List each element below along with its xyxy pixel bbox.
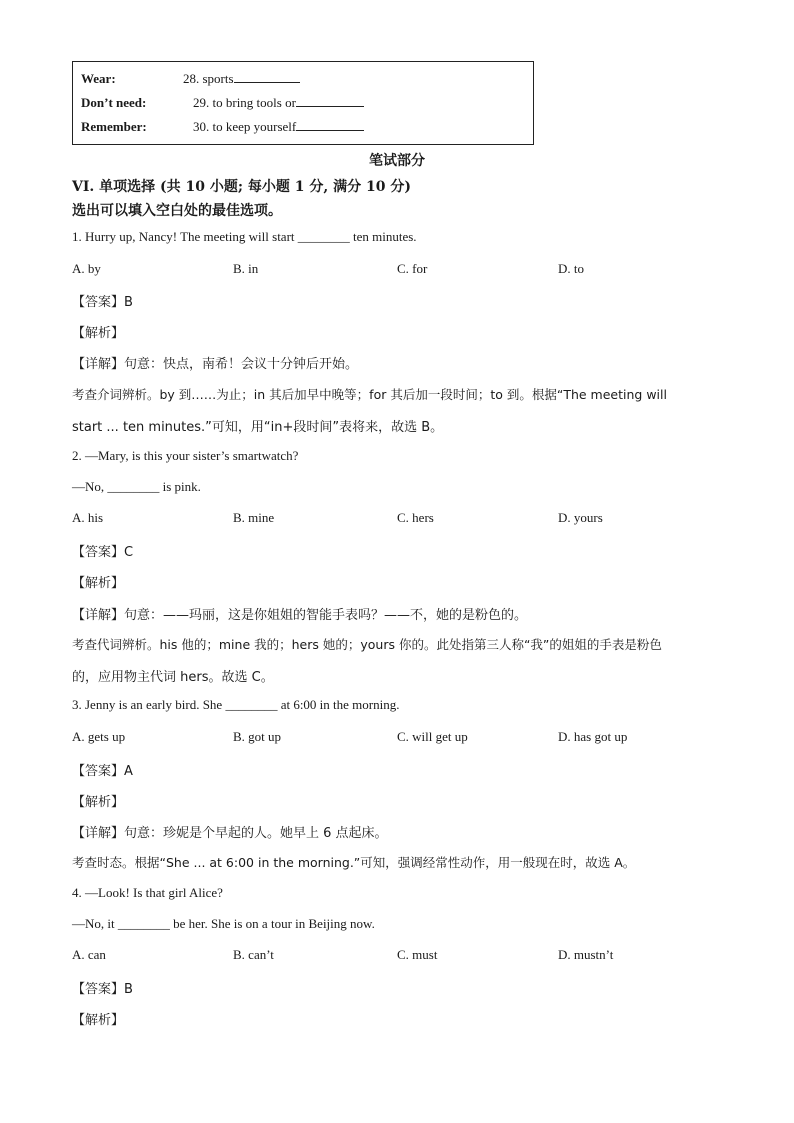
- detail-line: 考查时态。根据“She ... at 6:00 in the morning.”可知，强调经常性动作，用一般现在时，故选 A。: [72, 855, 636, 870]
- option-a: A. his: [72, 510, 104, 525]
- option-a: A. gets up: [72, 729, 126, 744]
- detail-line: 考查介词辨析。by 到……为止；in 其后加早中晚等；for 其后加一段时间；to 到。根据“The meeting will: [72, 387, 667, 402]
- section-heading: VI. 单项选择 (共 10 小题; 每小题 1 分, 满分 10 分): [72, 179, 412, 195]
- analysis-label: 【解析】: [72, 1013, 125, 1028]
- analysis-label: 【解析】: [72, 576, 125, 591]
- question-stem: 2. —Mary, is this your sister’s smartwatch?: [72, 448, 299, 463]
- option-b: B. got up: [233, 729, 282, 744]
- detail-line: start ... ten minutes.”可知，用“in+段时间”表将来，故选 B。: [72, 420, 444, 435]
- option-c: C. will get up: [397, 729, 468, 744]
- answer-line: 【答案】B: [72, 295, 133, 310]
- option-a: A. can: [72, 947, 106, 962]
- row-label: Wear:: [81, 71, 116, 86]
- row-text: 30. to keep yourself: [193, 119, 297, 134]
- question-stem: —No, ________ is pink.: [72, 479, 201, 494]
- detail-line: 的，应用物主代词 hers。故选 C。: [72, 670, 274, 685]
- info-table: [72, 61, 534, 145]
- option-b: B. mine: [233, 510, 275, 525]
- question-stem: 4. —Look! Is that girl Alice?: [72, 885, 223, 900]
- option-c: C. for: [397, 261, 428, 276]
- answer-blank: [234, 70, 300, 83]
- section-title-wrap: [0, 150, 794, 170]
- option-b: B. can’t: [233, 947, 274, 962]
- analysis-label: 【解析】: [72, 326, 125, 341]
- row-text: 29. to bring tools or: [193, 95, 296, 110]
- detail-line: 【详解】句意：珍妮是个早起的人。她早上 6 点起床。: [72, 826, 388, 841]
- option-d: D. to: [558, 261, 584, 276]
- option-c: C. hers: [397, 510, 434, 525]
- section-title: 笔试部分: [369, 153, 425, 169]
- question-stem: 3. Jenny is an early bird. She ________ at 6:00 in the morning.: [72, 697, 400, 712]
- option-d: D. yours: [558, 510, 603, 525]
- detail-line: 【详解】句意：快点，南希！会议十分钟后开始。: [72, 357, 359, 372]
- detail-line: 【详解】句意：——玛丽，这是你姐姐的智能手表吗？——不，她的是粉色的。: [72, 608, 528, 623]
- section-instruction: 选出可以填入空白处的最佳选项。: [72, 203, 282, 219]
- option-d: D. mustn’t: [558, 947, 614, 962]
- answer-line: 【答案】B: [72, 982, 133, 997]
- option-d: D. has got up: [558, 729, 628, 744]
- answer-blank: [296, 118, 364, 131]
- detail-line: 考查代词辨析。his 他的；mine 我的；hers 她的；yours 你的。此处指第三人称“我”的姐姐的手表是粉色: [72, 637, 662, 652]
- row-label: Remember:: [81, 119, 147, 134]
- option-a: A. by: [72, 261, 101, 276]
- row-label: Don’t need:: [81, 95, 147, 110]
- answer-line: 【答案】C: [72, 545, 134, 560]
- question-stem: 1. Hurry up, Nancy! The meeting will start ________ ten minutes.: [72, 229, 417, 244]
- answer-blank: [296, 94, 364, 107]
- analysis-label: 【解析】: [72, 795, 125, 810]
- option-c: C. must: [397, 947, 438, 962]
- option-b: B. in: [233, 261, 259, 276]
- row-text: 28. sports: [183, 71, 234, 86]
- question-stem: —No, it ________ be her. She is on a tour in Beijing now.: [72, 916, 375, 931]
- answer-line: 【答案】A: [72, 764, 133, 779]
